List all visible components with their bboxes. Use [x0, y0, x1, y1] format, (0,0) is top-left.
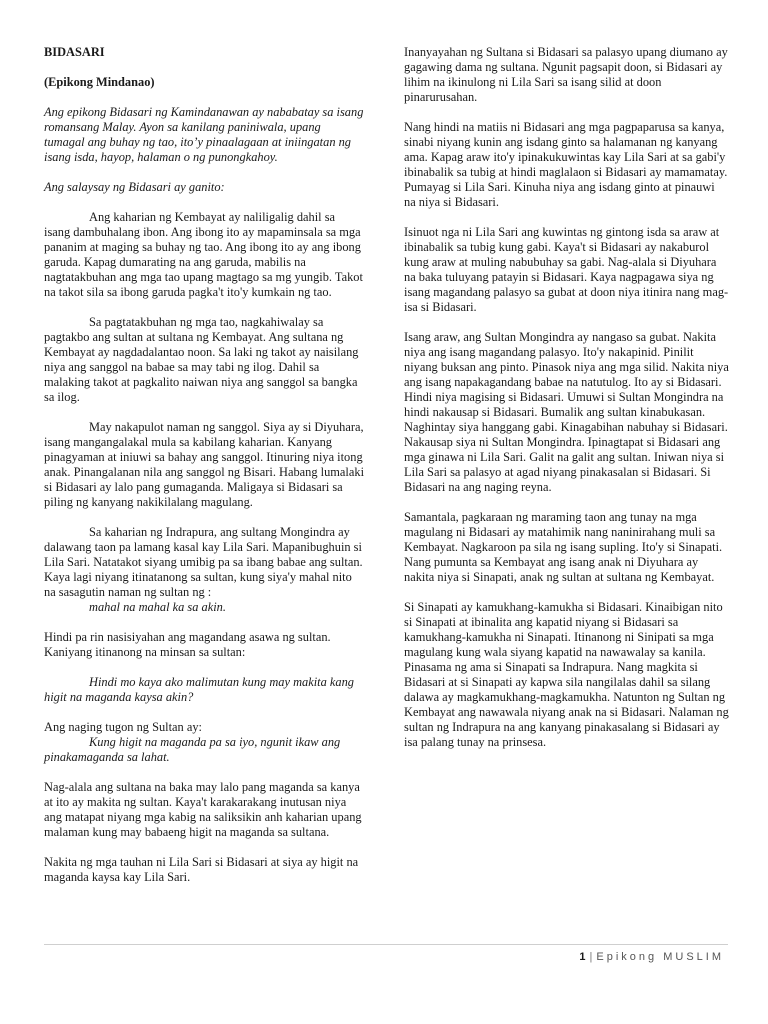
lead-line: Ang salaysay ng Bidasari ay ganito: — [44, 180, 225, 194]
paragraph: Si Sinapati ay kamukhang-kamukha si Bidasari. Kinaibigan nito si Sinapati at ibinalita ang kapatid niyang si Bidasari sa kamukhang-kamukha ni Sinapati. Itinanong ni Sinipati sa mga magulang kung wala siyang kapatid na nawawalay sa kanila. Pinasama ng ama si Sinapati sa Indrapura. Nang magkita si Bidasari at si Sinapati ay kapwa sila nangilalas dahil sa silang dalawa ay magkamukhang-magkamukha. Natunton ng Sultan ng Kembayat ang nawawala niyang anak na si Bidasari. Nalaman ng sultan ng Indrapura na ang kanyang pinakasalang si Bidasari ay isa palang tunay na prinsesa. — [404, 600, 729, 749]
verse-line: Kung higit na maganda pa sa iyo, ngunit ikaw ang pinakamaganda sa lahat. — [44, 735, 341, 764]
footer-label: Epikong MUSLIM — [596, 951, 724, 963]
verse-line: Hindi mo kaya ako malimutan kung may makita kang higit na maganda kaysa akin? — [44, 675, 354, 704]
paragraph: Sa kaharian ng Indrapura, ang sultang Mongindra ay dalawang taon pa lamang kasal kay Lila Sari. Mapanibughuin si Lila Sari. Natatakot siyang umibig pa sa ibang babae ang sultan. Kaya lagi niyang itinatanong sa sultan, kung siya'y mahal nito na sasagutin naman ng sultan ng : — [44, 525, 363, 599]
paragraph: Sa pagtatakbuhan ng mga tao, nagkahiwalay sa pagtakbo ang sultan at sultana ng Kembayat. Ang sultana ng Kembayat ay nagdadalantao noon. Sa laki ng takot ay naisilang niya ang sanggol na babae sa may tabi ng ilog. Dahil sa malaking takot at pagkalito naiwan niya ang sanggol sa bangka sa ilog. — [44, 315, 359, 404]
paragraph: Hindi pa rin nasisiyahan ang magandang asawa ng sultan. Kaniyang itinanong na minsan sa sultan: — [44, 630, 331, 659]
page-number: 1 — [579, 951, 586, 963]
paragraph: May nakapulot naman ng sanggol. Siya ay si Diyuhara, isang mangangalakal mula sa kabilang kaharian. Kanyang pinagyaman at iniuwi sa bahay ang sanggol. Itinuring niya itong anak. Pinangalanan nila ang sanggol ng Bisari. Habang lumalaki si Bidasari ay lalo pang gumaganda. Maligaya si Bidasari sa piling ng kanyang nakikilalang magulang. — [44, 420, 365, 509]
right-column — [404, 45, 729, 765]
paragraph: Nakita ng mga tauhan ni Lila Sari si Bidasari at siya ay higit na maganda kaysa kay Lila Sari. — [44, 855, 359, 884]
document-title: BIDASARI — [44, 45, 105, 59]
paragraph: Nang hindi na matiis ni Bidasari ang mga pagpaparusa sa kanya, sinabi niyang kunin ang isdang ginto sa halamanan ng kanyang ama. Kapag araw ito'y ipinakukuwintas kay Lila Sari at sa gabi'y ibinabalik sa tubig at hindi maglalaon si Bidasari ay mamamatay. Pumayag si Lila Sari. Kinuha niya ang isdang ginto at pinauwi na niya si Bidasari. — [404, 120, 728, 209]
paragraph: Nag-alala ang sultana na baka may lalo pang maganda sa kanya at ito ay makita ng sultan. Kaya't karakarakang inutusan niya ang matapat niyang mga kabig na saliksikin anh kaharian upang malaman kung may babaeng higit na maganda sa sultana. — [44, 780, 362, 839]
paragraph: Isinuot nga ni Lila Sari ang kuwintas ng gintong isda sa araw at ibinabalik sa tubig kung gabi. Kaya't si Bidasari ay nakaburol kung araw at muling nabubuhay sa gabi. Nag-alala si Diyuhara na baka tuluyang patayin si Bidasari. Kaya nagpagawa siya ng isang magandang palasyo sa gubat at doon niya itinira nang mag-isa si Bidasari. — [404, 225, 729, 314]
paragraph: Ang kaharian ng Kembayat ay naliligalig dahil sa isang dambuhalang ibon. Ang ibong ito ay mapaminsala sa mga pananim at maging sa buhay ng tao. Ang ibong ito ay ang ibong garuda. Kapag dumarating na ang garuda, mabilis na nagtatakbuhan ang mga tao upang magtago sa mg yungib. Takot na takot sila sa ibong garuda pagka't ito'y kumkain ng tao. — [44, 210, 363, 299]
paragraph: Ang naging tugon ng Sultan ay: — [44, 720, 202, 734]
page-footer — [579, 950, 724, 965]
paragraph: Samantala, pagkaraan ng maraming taon ang tunay na mga magulang ni Bidasari ay matahimik nang naninirahang muli sa Kembayat. Nagkaroon pa sila ng isang supling. Ito'y si Sinapati. Nang pumunta sa Kembayat ang isang anak ni Diyuhara ay nakita niya si Sinapati, anak ng sultan at sultana ng Kembayat. — [404, 510, 723, 584]
paragraph: Isang araw, ang Sultan Mongindra ay nangaso sa gubat. Nakita niya ang isang magandang palasyo. Ito'y nakapinid. Pinilit niyang buksan ang pinto. Pinasok niya ang mga silid. Nakita niya ang isang napakagandang babae na natutulog. Ito ay si Bidasari. Hindi niya magising si Bidasari. Umuwi si Sultan Mongindra na hindi nakausap si Bidasari. Bumalik ang sultan kinabukasan. Naghintay siya hanggang gabi. Kinagabihan nabuhay si Bidasari. Nakausap siya ni Sultan Mongindra. Ipinagtapat si Bidasari ang mga ginawa ni Lila Sari. Galit na galit ang sultan. Iniwan niya si Lila Sari sa palasyo at agad niyang pinakasalan si Bidasari. Si Bidasari na ang naging reyna. — [404, 330, 729, 494]
footer-separator: | — [589, 951, 593, 963]
left-column — [44, 45, 364, 900]
footer-divider — [44, 944, 728, 945]
document-subtitle: (Epikong Mindanao) — [44, 75, 155, 89]
paragraph: Inanyayahan ng Sultana si Bidasari sa palasyo upang diumano ay gagawing dama ng sultana. Ngunit pagsapit doon, si Bidasari ay lihim na ikinulong ni Lila Sari sa isang silid at doon pinarurusahan. — [404, 45, 728, 104]
verse-line: mahal na mahal ka sa akin. — [89, 600, 226, 614]
intro-paragraph: Ang epikong Bidasari ng Kamindanawan ay nababatay sa isang romansang Malay. Ayon sa kanilang paniniwala, upang tumagal ang buhay ng tao, ito’y pinaalagaan at iniingatan ng isang isda, hayop, halaman o ng punongkahoy. — [44, 105, 364, 164]
